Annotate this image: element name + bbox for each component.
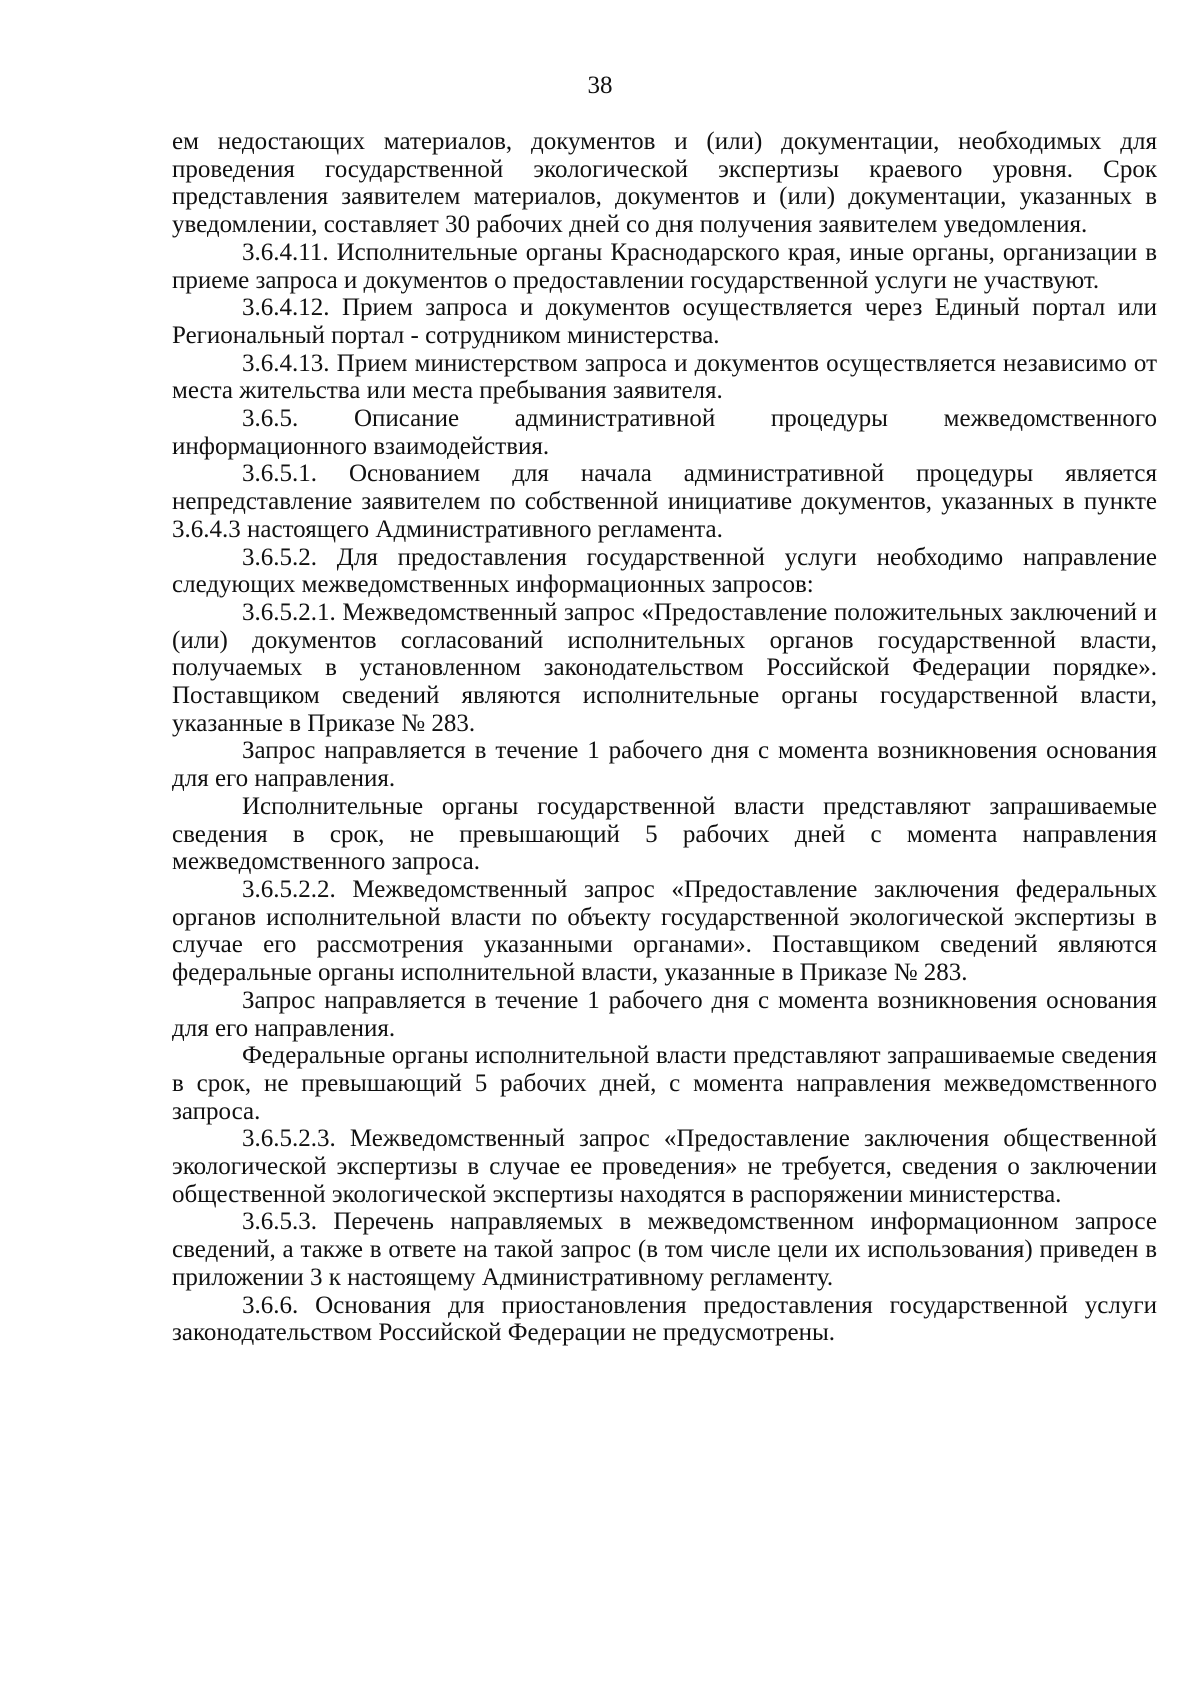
paragraph-3-6-6: 3.6.6. Основания для приостановления предоставления государственной услуги законодательством Российской Федерации не предусмотрены. [172, 1291, 1157, 1347]
text-body [172, 128, 1157, 1347]
paragraph-3-6-4-11: 3.6.4.11. Исполнительные органы Краснодарского края, иные органы, организации в приеме запроса и документов о предоставлении государственной услуги не участвуют. [172, 238, 1157, 294]
paragraph-3-6-5-1: 3.6.5.1. Основанием для начала административной процедуры является непредставление заявителем по собственной инициативе документов, указанных в пункте 3.6.4.3 настоящего Административного регламента. [172, 460, 1157, 543]
paragraph-request-timing-2: Запрос направляется в течение 1 рабочего дня с момента возникновения основания для его направления. [172, 986, 1157, 1042]
paragraph-response-timing-2: Федеральные органы исполнительной власти представляют запрашиваемые сведения в срок, не превышающий 5 рабочих дней, с момента направления межведомственного запроса. [172, 1042, 1157, 1125]
paragraph-response-timing-1: Исполнительные органы государственной власти представляют запрашиваемые сведения в срок, не превышающий 5 рабочих дней с момента направления межведомственного запроса. [172, 792, 1157, 876]
paragraph-3-6-5-2-3: 3.6.5.2.3. Межведомственный запрос «Предоставление заключения общественной экологической экспертизы в случае ее проведения» не требуется, сведения о заключении общественной экологической экспертизы находятся в распоряжении министерства. [172, 1125, 1157, 1208]
paragraph-3-6-5: 3.6.5. Описание административной процедуры межведомственного информационного взаимодействия. [172, 405, 1157, 460]
paragraph-3-6-5-2-2: 3.6.5.2.2. Межведомственный запрос «Предоставление заключения федеральных органов исполнительной власти по объекту государственной экологической экспертизы в случае его рассмотрения указанными органами». Поставщиком сведений являются федеральные органы исполнительной власти, указанные в Приказе № 283. [172, 875, 1157, 987]
paragraph-3-6-5-2: 3.6.5.2. Для предоставления государственной услуги необходимо направление следующих межведомственных информационных запросов: [172, 543, 1157, 599]
paragraph-3-6-5-2-1: 3.6.5.2.1. Межведомственный запрос «Предоставление положительных заключений и (или) документов согласований исполнительных органов государственной власти, получаемых в установленном законодательством Российской Федерации порядке». Поставщиком сведений являются исполнительные органы государственной власти, указанные в Приказе № 283. [172, 598, 1157, 737]
paragraph-request-timing-1: Запрос направляется в течение 1 рабочего дня с момента возникновения основания для его направления. [172, 737, 1157, 793]
paragraph-3-6-4-12: 3.6.4.12. Прием запроса и документов осуществляется через Единый портал или Региональный портал - сотрудником министерства. [172, 294, 1157, 349]
paragraph-continuation: ем недостающих материалов, документов и (или) документации, необходимых для проведения государственной экологической экспертизы краевого уровня. Срок представления заявителем материалов, документов и (или) документации, указанных в уведомлении, составляет 30 рабочих дней со дня получения заявителем уведомления. [172, 128, 1157, 239]
paragraph-3-6-4-13: 3.6.4.13. Прием министерством запроса и документов осуществляется независимо от места жительства или места пребывания заявителя. [172, 349, 1157, 405]
page-number: 38 [587, 72, 613, 99]
paragraph-3-6-5-3: 3.6.5.3. Перечень направляемых в межведомственном информационном запросе сведений, а также в ответе на такой запрос (в том числе цели их использования) приведен в приложении 3 к настоящему Административному регламенту. [172, 1208, 1157, 1291]
